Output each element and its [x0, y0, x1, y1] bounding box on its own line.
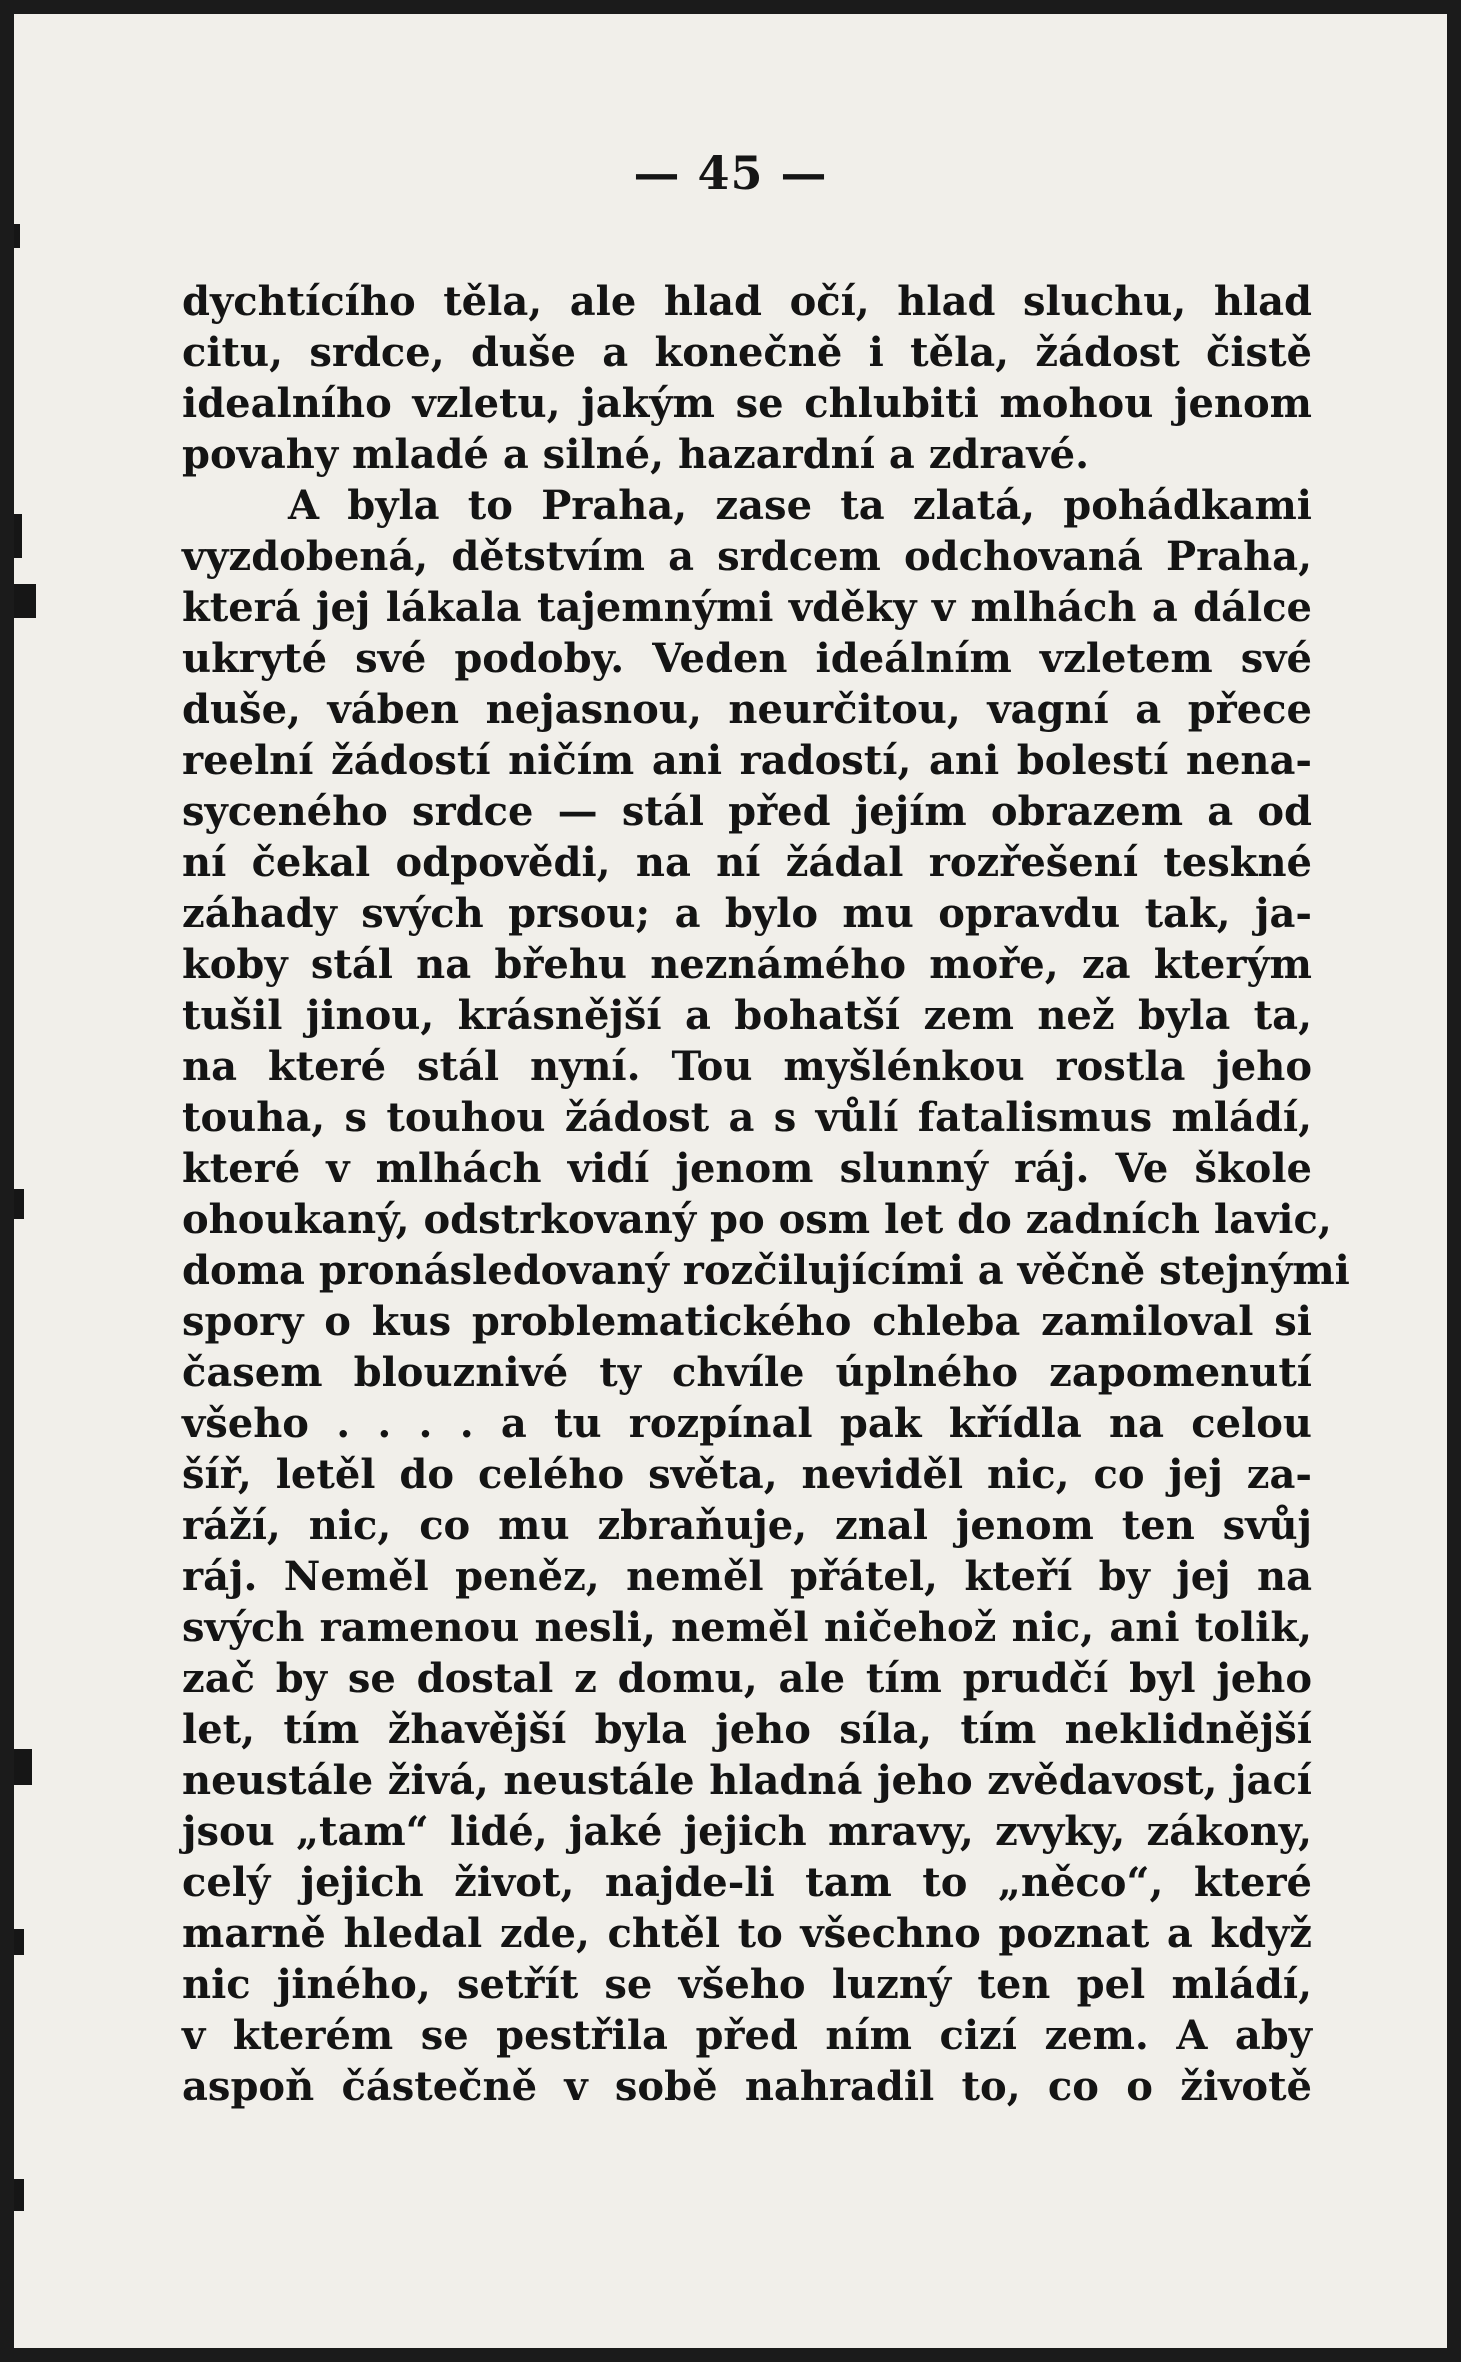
text-line: svých ramenou nesli, neměl ničehož nic, ani tolik,: [182, 1604, 1312, 1651]
text-line: ohoukaný, odstrkovaný po osm let do zadních lavic,: [182, 1196, 1332, 1243]
text-line: marně hledal zde, chtěl to všechno poznat a když: [182, 1910, 1312, 1957]
text-line: celý jejich život, najde-li tam to „něco“, které: [182, 1859, 1312, 1906]
text-line: doma pronásledovaný rozčilujícími a věčně stejnými: [182, 1247, 1350, 1294]
text-line: idealního vzletu, jakým se chlubiti mohou jenom: [182, 380, 1312, 427]
binding-mark: [14, 514, 22, 558]
text-line: citu, srdce, duše a konečně i těla, žádost čistě: [182, 329, 1312, 376]
binding-mark: [14, 1749, 32, 1785]
text-line: syceného srdce — stál před jejím obrazem a od: [182, 788, 1312, 835]
binding-mark: [14, 2179, 24, 2211]
text-line: která jej lákala tajemnými vděky v mlhách a dálce: [182, 584, 1312, 631]
text-line: na které stál nyní. Tou myšlénkou rostla jeho: [182, 1043, 1312, 1090]
text-line: nic jiného, setřít se všeho luzný ten pel mládí,: [182, 1961, 1312, 2008]
book-page: [14, 14, 1447, 2348]
binding-mark: [14, 1929, 24, 1955]
text-line: povahy mladé a silné, hazardní a zdravé.: [182, 431, 1089, 478]
binding-mark: [14, 584, 36, 618]
text-line: tušil jinou, krásnější a bohatší zem než byla ta,: [182, 992, 1312, 1039]
text-line: A byla to Praha, zase ta zlatá, pohádkami: [288, 482, 1312, 529]
text-line: v kterém se pestřila před ním cizí zem. A aby: [182, 2012, 1312, 2059]
scan-border-right: [1447, 0, 1461, 2362]
binding-mark: [14, 224, 20, 248]
text-line: záhady svých prsou; a bylo mu opravdu tak, ja-: [182, 890, 1312, 937]
text-line: neustále živá, neustále hladná jeho zvědavost, jací: [182, 1757, 1312, 1804]
text-line: které v mlhách vidí jenom slunný ráj. Ve škole: [182, 1145, 1312, 1192]
text-line: všeho . . . . a tu rozpínal pak křídla na celou: [182, 1400, 1312, 1447]
text-line: reelní žádostí ničím ani radostí, ani bolestí nena-: [182, 737, 1312, 784]
text-line: ní čekal odpovědi, na ní žádal rozřešení teskné: [182, 839, 1312, 886]
text-line: jsou „tam“ lidé, jaké jejich mravy, zvyky, zákony,: [182, 1808, 1312, 1855]
text-line: šíř, letěl do celého světa, neviděl nic, co jej za-: [182, 1451, 1312, 1498]
text-line: ráží, nic, co mu zbraňuje, znal jenom ten svůj: [182, 1502, 1312, 1549]
scan-border-bottom: [0, 2348, 1461, 2362]
scan-border-top: [0, 0, 1461, 14]
body-text: [182, 276, 1350, 2112]
text-line: let, tím žhavější byla jeho síla, tím neklidnější: [182, 1706, 1312, 1753]
text-line: spory o kus problematického chleba zamiloval si: [182, 1298, 1312, 1345]
scan-border-left: [0, 0, 14, 2362]
text-line: koby stál na břehu neznámého moře, za kterým: [182, 941, 1312, 988]
text-line: ukryté své podoby. Veden ideálním vzletem své: [182, 635, 1312, 682]
text-line: touha, s touhou žádost a s vůlí fatalismus mládí,: [182, 1094, 1312, 1141]
text-line: časem blouznivé ty chvíle úplného zapomenutí: [182, 1349, 1312, 1396]
text-line: zač by se dostal z domu, ale tím prudčí byl jeho: [182, 1655, 1312, 1702]
text-line: aspoň částečně v sobě nahradil to, co o životě: [182, 2063, 1312, 2110]
text-line: duše, váben nejasnou, neurčitou, vagní a přece: [182, 686, 1312, 733]
text-line: ráj. Neměl peněz, neměl přátel, kteří by jej na: [182, 1553, 1312, 1600]
binding-mark: [14, 1189, 24, 1219]
text-line: vyzdobená, dětstvím a srdcem odchovaná Praha,: [182, 533, 1312, 580]
page-number: — 45 —: [633, 146, 828, 200]
text-line: dychtícího těla, ale hlad očí, hlad sluchu, hlad: [182, 278, 1312, 325]
